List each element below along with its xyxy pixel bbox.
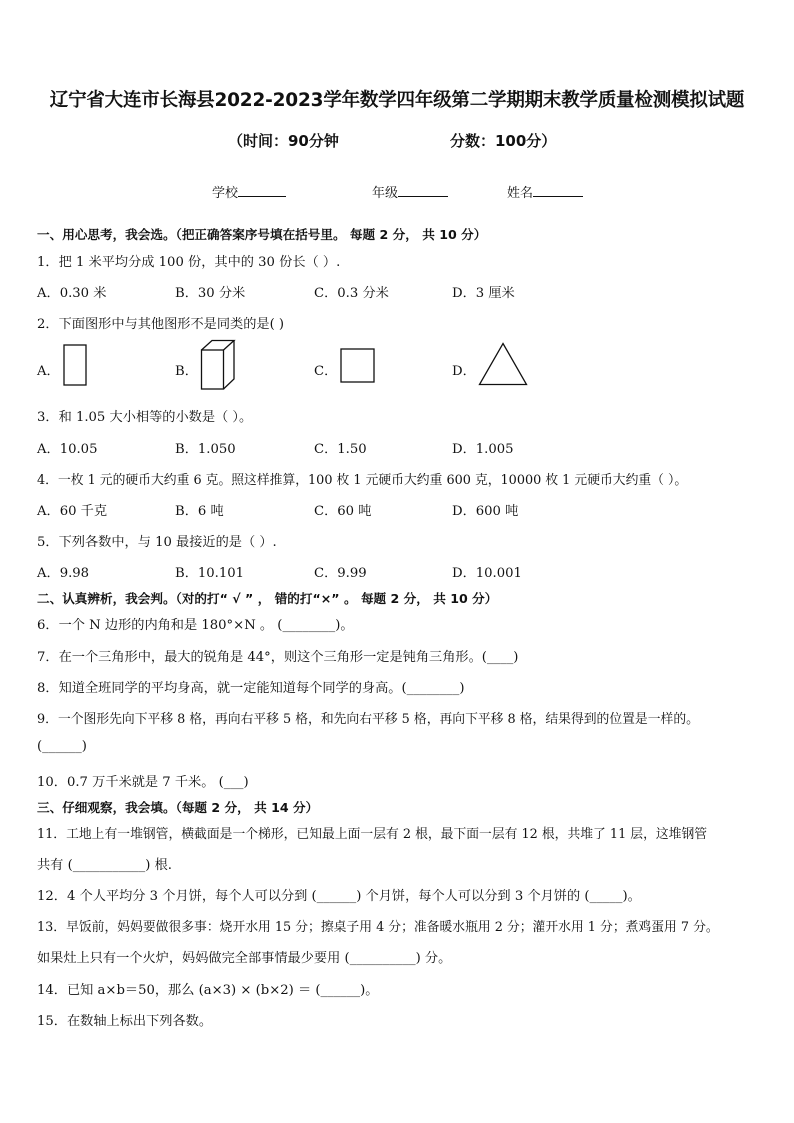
q2-option-d[interactable]: D．: [452, 364, 476, 379]
q2-option-b[interactable]: B．: [175, 364, 198, 379]
exam-time: （时间：90分钟: [228, 132, 339, 150]
section-3-heading: 三、仔细观察，我会填。（每题 2 分， 共 14 分）: [37, 800, 319, 815]
question-12: 12．4 个人平均分 3 个月饼，每个人可以分到 (______) 个月饼，每个人可以分到 3 个月饼的 (_____)。: [37, 889, 641, 904]
section-2-heading: 二、认真辨析，我会判。（对的打“ √ ” ， 错的打“×” 。 每题 2 分， 共 10 分）: [37, 591, 498, 606]
grade-label: 年级: [372, 186, 399, 201]
exam-title: 辽宁省大连市长海县2022-2023学年数学四年级第二学期期末教学质量检测模拟试题: [49, 90, 745, 111]
q3-option-c[interactable]: C．1.50: [314, 442, 367, 457]
question-5: 5．下列各数中，与 10 最接近的是（ ）.: [37, 535, 277, 550]
section-1-heading: 一、用心思考，我会选。（把正确答案序号填在括号里。 每题 2 分， 共 10 分）: [37, 227, 487, 242]
q1-option-a[interactable]: A．0.30 米: [37, 286, 107, 301]
q5-option-d[interactable]: D．10.001: [452, 566, 522, 581]
name-field: [507, 182, 583, 201]
question-7: 7．在一个三角形中，最大的锐角是 44°，则这个三角形一定是钝角三角形。(____): [37, 650, 519, 665]
q4-option-c[interactable]: C．60 吨: [314, 504, 372, 519]
q5-option-c[interactable]: C．9.99: [314, 566, 367, 581]
cuboid-figure: [200, 339, 236, 391]
q1-option-c[interactable]: C．0.3 分米: [314, 286, 389, 301]
question-9-answer[interactable]: (______): [37, 739, 87, 754]
q2-option-c[interactable]: C．: [314, 364, 338, 379]
rectangle-figure: [63, 344, 87, 386]
q4-option-d[interactable]: D．600 吨: [452, 504, 519, 519]
q4-option-b[interactable]: B．6 吨: [175, 504, 224, 519]
q3-option-d[interactable]: D．1.005: [452, 442, 514, 457]
school-label: 学校: [212, 186, 239, 201]
question-11: 11．工地上有一堆钢管，横截面是一个梯形，已知最上面一层有 2 根，最下面一层有 12 根，共堆了 11 层，这堆钢管: [37, 827, 708, 842]
triangle-figure: [478, 342, 528, 386]
question-2: 2．下面图形中与其他图形不是同类的是( ): [37, 317, 285, 332]
question-3: 3．和 1.05 大小相等的小数是（ ）。: [37, 410, 253, 425]
school-blank[interactable]: [238, 184, 286, 197]
q1-option-b[interactable]: B．30 分米: [175, 286, 246, 301]
school-field: [212, 182, 286, 201]
question-10: 10．0.7 万千米就是 7 千米。 (___): [37, 775, 249, 790]
q4-option-a[interactable]: A．60 千克: [37, 504, 108, 519]
question-8: 8．知道全班同学的平均身高，就一定能知道每个同学的身高。(________): [37, 681, 465, 696]
name-blank[interactable]: [533, 184, 583, 197]
q2-option-a[interactable]: A．: [37, 364, 60, 379]
exam-score: 分数：100分）: [450, 132, 557, 150]
question-9: 9．一个图形先向下平移 8 格，再向右平移 5 格，和先向右平移 5 格，再向下平移 8 格，结果得到的位置是一样的。: [37, 712, 699, 727]
grade-field: [372, 182, 448, 201]
question-13: 13．早饭前，妈妈要做很多事：烧开水用 15 分；擦桌子用 4 分；准备暖水瓶用 2 分；灌开水用 1 分；煮鸡蛋用 7 分。: [37, 920, 719, 935]
q3-option-b[interactable]: B．1.050: [175, 442, 236, 457]
square-figure: [340, 348, 376, 384]
question-1: 1．把 1 米平均分成 100 份，其中的 30 份长（ ）.: [37, 255, 341, 270]
q5-option-b[interactable]: B．10.101: [175, 566, 245, 581]
name-label: 姓名: [507, 186, 534, 201]
question-4: 4．一枚 1 元的硬币大约重 6 克。照这样推算，100 枚 1 元硬币大约重 600 克，10000 枚 1 元硬币大约重（ ）。: [37, 473, 688, 488]
question-6: 6．一个 N 边形的内角和是 180°×N 。 (________)。: [37, 618, 354, 633]
question-13-answer[interactable]: 如果灶上只有一个火炉，妈妈做完全部事情最少要用 (__________) 分。: [37, 951, 452, 966]
question-14: 14．已知 a×b＝50，那么 (a×3) × (b×2) ＝ (______)。: [37, 983, 379, 998]
q5-option-a[interactable]: A．9.98: [37, 566, 90, 581]
question-11-answer[interactable]: 共有 (___________) 根.: [37, 858, 172, 873]
q1-option-d[interactable]: D．3 厘米: [452, 286, 515, 301]
question-15: 15．在数轴上标出下列各数。: [37, 1014, 213, 1029]
q3-option-a[interactable]: A．10.05: [37, 442, 98, 457]
grade-blank[interactable]: [398, 184, 448, 197]
